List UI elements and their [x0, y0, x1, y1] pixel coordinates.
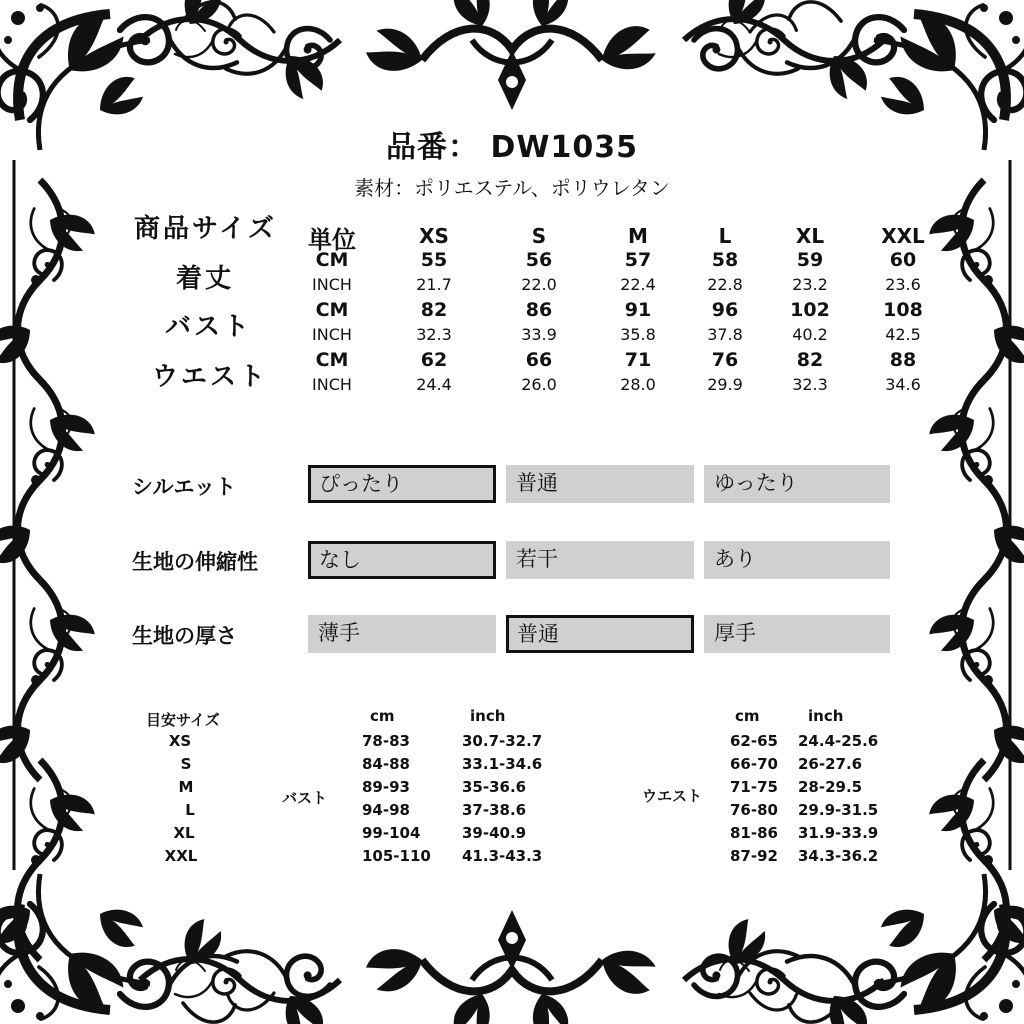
bust-cm-value: 86	[525, 299, 553, 321]
unit-cm-label: CM	[315, 249, 349, 271]
length-inch-value: 23.6	[885, 275, 921, 294]
material-text: 素材：ポリエステル、ポリウレタン	[354, 176, 670, 200]
waist-inch-header: inch	[808, 707, 844, 725]
waist-cm-value: 76	[711, 349, 739, 371]
thickness-option-regular: 普通	[506, 615, 694, 653]
waist-cm-header: cm	[735, 707, 760, 725]
waist-inch-range: 26-27.6	[798, 755, 863, 773]
bust-cm-value: 82	[420, 299, 448, 321]
reference-waist-label: ウエスト	[642, 787, 703, 805]
bust-inch-range: 30.7-32.7	[462, 732, 543, 750]
waist-inch-range: 24.4-25.6	[798, 732, 879, 750]
waist-inch-range: 29.9-31.5	[798, 801, 879, 819]
bust-cm-range: 89-93	[362, 778, 410, 796]
waist-cm-range: 71-75	[730, 778, 778, 796]
unit-inch-label: INCH	[312, 325, 352, 344]
size-header: M	[628, 224, 648, 248]
length-cm-value: 57	[624, 249, 652, 271]
stretch-option-none: なし	[308, 541, 496, 579]
waist-inch-range: 28-29.5	[798, 778, 863, 796]
size-header: L	[718, 224, 732, 248]
bust-cm-value: 96	[711, 299, 739, 321]
waist-cm-range: 66-70	[730, 755, 778, 773]
bust-cm-range: 99-104	[362, 824, 421, 842]
size-header: XL	[795, 224, 825, 248]
waist-inch-value: 32.3	[792, 375, 828, 394]
reference-title: 目安サイズ	[146, 711, 220, 729]
row-label-length: 着丈	[176, 264, 235, 294]
bust-cm-value: 91	[624, 299, 652, 321]
waist-inch-value: 24.4	[416, 375, 452, 394]
feature-label-thickness: 生地の厚さ	[132, 624, 237, 648]
length-cm-value: 58	[711, 249, 739, 271]
waist-cm-range: 81-86	[730, 824, 778, 842]
bust-cm-range: 78-83	[362, 732, 410, 750]
reference-size: XS	[168, 732, 192, 750]
unit-cm-label: CM	[315, 349, 349, 371]
bust-inch-value: 32.3	[416, 325, 452, 344]
bust-inch-range: 41.3-43.3	[462, 847, 543, 865]
length-cm-value: 60	[889, 249, 917, 271]
reference-size: XL	[173, 824, 195, 842]
bust-inch-range: 33.1-34.6	[462, 755, 543, 773]
bust-inch-header: inch	[470, 707, 506, 725]
waist-inch-value: 28.0	[620, 375, 656, 394]
thickness-option-thick: 厚手	[704, 615, 890, 653]
waist-cm-value: 88	[889, 349, 917, 371]
row-label-waist: ウエスト	[152, 362, 269, 392]
waist-cm-value: 66	[525, 349, 553, 371]
size-header: XS	[419, 224, 449, 248]
stretch-option-slight: 若干	[506, 541, 694, 579]
bust-cm-range: 94-98	[362, 801, 410, 819]
length-inch-value: 22.4	[620, 275, 656, 294]
feature-label-silhouette: シルエット	[132, 475, 237, 499]
silhouette-option-loose: ゆったり	[704, 465, 890, 503]
bust-inch-range: 39-40.9	[462, 824, 527, 842]
waist-inch-range: 31.9-33.9	[798, 824, 879, 842]
length-cm-value: 55	[420, 249, 448, 271]
length-inch-value: 21.7	[416, 275, 452, 294]
size-header: XXL	[881, 224, 925, 248]
bust-cm-value: 108	[883, 299, 923, 321]
size-header: S	[531, 224, 547, 248]
unit-cm-label: CM	[315, 299, 349, 321]
silhouette-option-regular: 普通	[506, 465, 694, 503]
waist-cm-range: 87-92	[730, 847, 778, 865]
length-inch-value: 22.8	[707, 275, 743, 294]
bust-cm-range: 84-88	[362, 755, 410, 773]
product-code-title: 品番： DW1035	[386, 130, 638, 165]
bust-inch-value: 40.2	[792, 325, 828, 344]
waist-cm-range: 62-65	[730, 732, 778, 750]
length-cm-value: 59	[796, 249, 824, 271]
bust-inch-value: 42.5	[885, 325, 921, 344]
reference-size: XXL	[164, 847, 198, 865]
unit-inch-label: INCH	[312, 375, 352, 394]
length-cm-value: 56	[525, 249, 553, 271]
stretch-option-yes: あり	[704, 541, 890, 579]
bust-inch-value: 33.9	[521, 325, 557, 344]
silhouette-option-tight: ぴったり	[308, 465, 496, 503]
thickness-option-thin: 薄手	[308, 615, 496, 653]
reference-bust-label: バスト	[282, 789, 328, 807]
row-label-bust: バスト	[165, 312, 253, 342]
waist-inch-range: 34.3-36.2	[798, 847, 879, 865]
bust-cm-value: 102	[790, 299, 830, 321]
waist-inch-value: 34.6	[885, 375, 921, 394]
bust-cm-header: cm	[370, 707, 395, 725]
reference-size: S	[180, 755, 192, 773]
unit-header: 単位	[308, 226, 356, 254]
reference-size: M	[178, 778, 194, 796]
length-inch-value: 22.0	[521, 275, 557, 294]
unit-inch-label: INCH	[312, 275, 352, 294]
feature-label-stretch: 生地の伸縮性	[132, 550, 258, 574]
waist-cm-value: 62	[420, 349, 448, 371]
section-label-product-size: 商品サイズ	[134, 214, 277, 244]
bust-inch-value: 37.8	[707, 325, 743, 344]
waist-cm-value: 82	[796, 349, 824, 371]
bust-inch-range: 37-38.6	[462, 801, 527, 819]
reference-size: L	[185, 801, 195, 819]
bust-inch-range: 35-36.6	[462, 778, 527, 796]
waist-inch-value: 29.9	[707, 375, 743, 394]
length-inch-value: 23.2	[792, 275, 828, 294]
bust-cm-range: 105-110	[362, 847, 431, 865]
waist-cm-value: 71	[624, 349, 652, 371]
bust-inch-value: 35.8	[620, 325, 656, 344]
waist-inch-value: 26.0	[521, 375, 557, 394]
waist-cm-range: 76-80	[730, 801, 778, 819]
